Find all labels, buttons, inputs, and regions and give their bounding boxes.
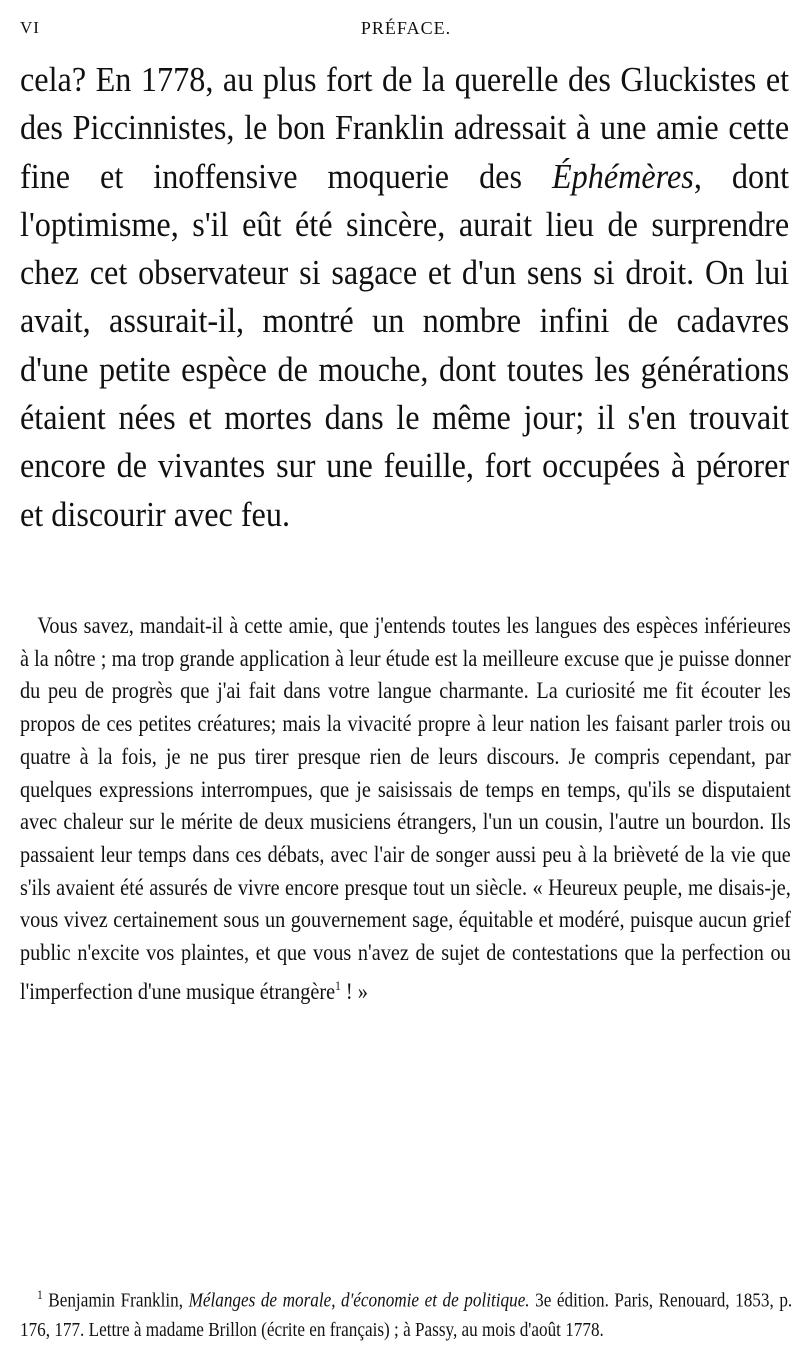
footnote [20, 1280, 792, 1346]
main-text-part-1: cela? En 1778, au plus fort de la querelle des Gluckistes et des Piccinnistes, le bon Franklin adressait à une amie cette fine et inoffensive moquerie des [20, 60, 790, 196]
italic-title: Éphémères [551, 156, 694, 196]
footnote-details: 3e édition. Paris, Renouard, 1853, p. 176, 177. Lettre à madame Brillon (écrite en français) ; à Passy, au mois d'août 1778. [20, 1289, 793, 1342]
footnote-reference: 1 [335, 977, 341, 993]
footnote-book-title: Mélanges de morale, d'économie et de politique. [188, 1289, 530, 1312]
footnote-author: Benjamin Franklin, [42, 1289, 189, 1312]
page-header [20, 14, 792, 44]
page-number: VI [20, 18, 40, 37]
footnote-paragraph [20, 1280, 792, 1346]
main-text [20, 56, 789, 539]
quote-paragraph [20, 610, 791, 1008]
footnote-marker: 1 [37, 1287, 43, 1302]
quoted-letter [20, 610, 791, 1008]
running-title: PRÉFACE. [360, 18, 452, 38]
quote-text: Vous savez, mandait-il à cette amie, que j'entends toutes les langues des espèces inférieures à la nôtre ; ma trop grande application à leur étude est la meilleure excuse que je puisse donner du peu de progrès que j'ai fait dans votre langue charmante. La curiosité me fit écouter les propos de ces petites créatures; mais la vivacité propre à leur nation les faisant parler trois ou quatre à la fois, je ne pus tirer presque rien de leurs discours. Je compris cependant, par quelques expressions interrompues, que je saisissais de temps en temps, qu'ils se disputaient avec chaleur sur le mérite de deux musiciens étrangers, l'un un cousin, l'autre un bourdon. Ils passaient leur temps dans ces débats, avec l'air de songer aussi peu à la brièveté de la vie que s'ils avaient été assurés de vivre encore presque tout un siècle. « Heureux peuple, me disais-je, vous vivez certainement sous un gouvernement sage, équitable et modéré, puisque aucun grief public n'excite vos plaintes, et que vous n'avez de sujet de contestations que la perfection ou l'imperfection d'une musique étrangère [20, 613, 791, 1005]
main-paragraph [20, 56, 789, 539]
quote-closing: ! » [340, 978, 368, 1005]
main-text-part-2: , dont l'optimisme, s'il eût été sincère, aurait lieu de surprendre chez cet observateur si sagace et d'un sens si droit. On lui avait, assurait-il, montré un nombre infini de cadavres d'une petite espèce de mouche, dont toutes les générations étaient nées et mortes dans le même jour; il s'en trouvait encore de vivantes sur une feuille, fort occupées à pérorer et discourir avec feu. [20, 156, 790, 534]
